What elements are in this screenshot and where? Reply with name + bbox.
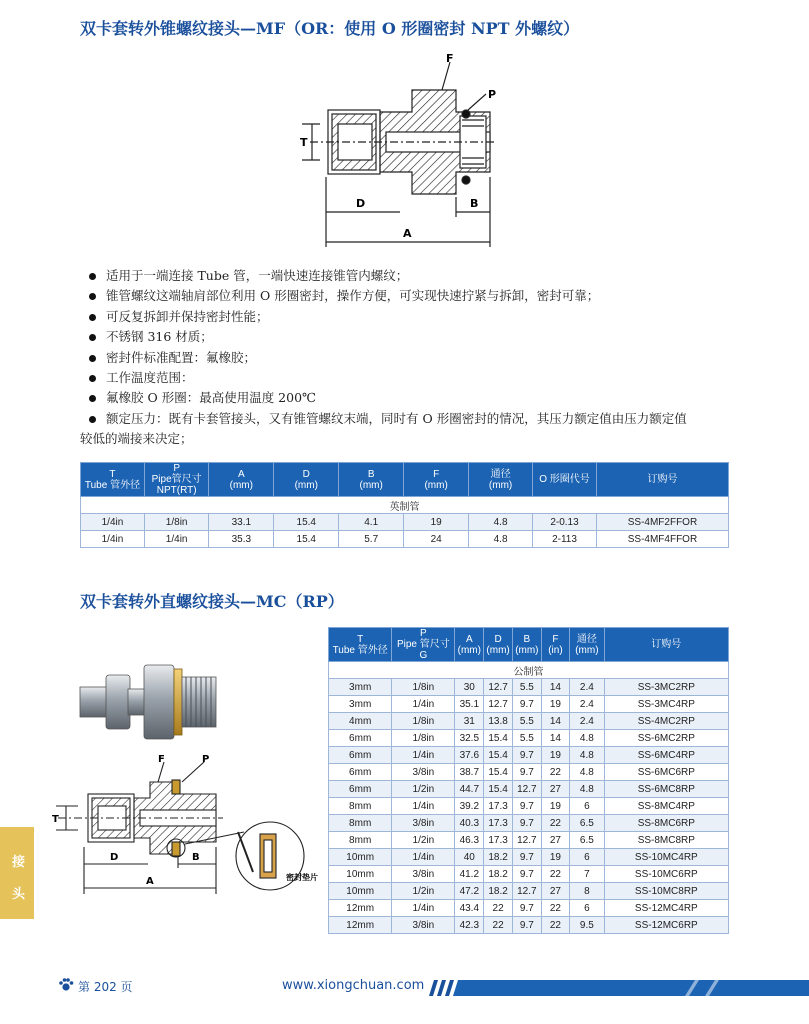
table-cell: 42.3 <box>455 917 484 934</box>
table-cell: 35.3 <box>209 531 274 548</box>
table-cell: 1/4in <box>81 531 145 548</box>
table-cell: SS-12MC4RP <box>604 900 728 917</box>
table-cell: 6.5 <box>570 815 605 832</box>
table-cell: SS-12MC6RP <box>604 917 728 934</box>
table-cell: 3/8in <box>392 866 455 883</box>
list-item: 适用于一端连接 Tube 管，一端快速连接锥管内螺纹； <box>86 266 736 286</box>
list-item: 锥管螺纹这端轴肩部位利用 O 形圈密封，操作方便，可实现快速拧紧与拆卸，密封可靠； <box>86 286 736 306</box>
table-cell: 18.2 <box>484 883 513 900</box>
table-cell: SS-10MC6RP <box>604 866 728 883</box>
table-group-label: 公制管 <box>329 662 729 679</box>
table-cell: 6 <box>570 798 605 815</box>
column-header <box>209 463 274 497</box>
table-cell: 17.3 <box>484 832 513 849</box>
list-item: 额定压力：既有卡套管接头，又有锥管螺纹末端，同时有 O 形圈密封的情况，其压力额定值由压力额定值 <box>86 409 736 429</box>
table-cell: 1/4in <box>392 849 455 866</box>
table-cell: 4.8 <box>570 781 605 798</box>
table-cell: 6 <box>570 900 605 917</box>
column-header-label: (mm) <box>575 644 599 656</box>
table-cell: 22 <box>541 815 569 832</box>
table-row <box>329 815 729 832</box>
column-header-symbol: 通径 <box>576 633 597 645</box>
table-cell: 10mm <box>329 883 392 900</box>
list-item: 氟橡胶 O 形圈：最高使用温度 200℃ <box>86 388 736 408</box>
column-header-label: 订购号 <box>651 639 682 650</box>
table-cell: 22 <box>484 900 513 917</box>
label-d: D <box>110 852 119 863</box>
table-row <box>329 883 729 900</box>
table-cell: 10mm <box>329 866 392 883</box>
table-cell: 22 <box>484 917 513 934</box>
table-cell: 9.7 <box>512 917 541 934</box>
table-cell: 9.7 <box>512 747 541 764</box>
table-cell: 6mm <box>329 781 392 798</box>
table-row <box>81 514 729 531</box>
column-header <box>469 463 533 497</box>
table-cell: 6mm <box>329 730 392 747</box>
table-cell: 1/4in <box>392 900 455 917</box>
table-cell: 9.7 <box>512 900 541 917</box>
table-cell: 10mm <box>329 849 392 866</box>
column-header <box>339 463 404 497</box>
table-cell: SS-3MC2RP <box>604 679 728 696</box>
table-cell: 14 <box>541 679 569 696</box>
list-item-continuation: 较低的端接来决定； <box>80 431 193 447</box>
table-cell: 1/4in <box>392 696 455 713</box>
table-row <box>329 679 729 696</box>
side-tab-char: 头 <box>12 887 26 902</box>
table-cell: 19 <box>541 747 569 764</box>
table-cell: SS-6MC8RP <box>604 781 728 798</box>
table-cell: 5.7 <box>339 531 404 548</box>
column-header-symbol: F <box>552 633 559 645</box>
table-cell: 30 <box>455 679 484 696</box>
table-row <box>329 900 729 917</box>
table-cell: 4.8 <box>570 747 605 764</box>
table-cell: 9.5 <box>570 917 605 934</box>
page-number: 第 202 页 <box>78 980 133 994</box>
table-row <box>329 747 729 764</box>
table-cell: 27 <box>541 781 569 798</box>
table-cell: 15.4 <box>484 747 513 764</box>
table-row <box>329 866 729 883</box>
table-row <box>329 798 729 815</box>
column-header-label: 订购号 <box>647 474 678 485</box>
table-cell: 14 <box>541 713 569 730</box>
table-row <box>329 764 729 781</box>
mc-fitting-drawing <box>48 752 328 900</box>
table-cell: 15.4 <box>484 781 513 798</box>
column-header <box>329 628 392 662</box>
label-b: B <box>470 197 479 210</box>
table-cell: 12.7 <box>512 781 541 798</box>
table-cell: SS-3MC4RP <box>604 696 728 713</box>
table-cell: 18.2 <box>484 866 513 883</box>
column-header <box>392 628 455 662</box>
table-cell: 2.4 <box>570 679 605 696</box>
table-cell: 2.4 <box>570 696 605 713</box>
table-cell: SS-4MC2RP <box>604 713 728 730</box>
label-t: T <box>52 814 59 825</box>
list-item: 不锈钢 316 材质； <box>86 327 736 347</box>
table-cell: 4.8 <box>570 764 605 781</box>
section1-title: 双卡套转外锥螺纹接头—MF（OR：使用 O 形圈密封 NPT 外螺纹） <box>80 19 580 38</box>
column-header-symbol: A <box>465 633 473 645</box>
table-cell: 2.4 <box>570 713 605 730</box>
column-header <box>533 463 597 497</box>
column-header <box>570 628 605 662</box>
table-cell: 4mm <box>329 713 392 730</box>
table-cell: 17.3 <box>484 798 513 815</box>
table-cell: 5.5 <box>512 730 541 747</box>
list-item: 工作温度范围： <box>86 368 736 388</box>
column-header-symbol: 通径 <box>490 468 511 480</box>
table-cell: 19 <box>541 798 569 815</box>
table-cell: 15.4 <box>274 514 339 531</box>
table-cell: 4.8 <box>469 531 533 548</box>
table-cell: SS-4MF4FFOR <box>596 531 728 548</box>
column-header-label: (mm) <box>424 479 448 491</box>
label-a: A <box>146 876 154 887</box>
column-header-label: (in) <box>548 644 563 656</box>
table-cell: 6mm <box>329 747 392 764</box>
table-cell: 37.6 <box>455 747 484 764</box>
table-cell: 8mm <box>329 832 392 849</box>
table-cell: 9.7 <box>512 866 541 883</box>
column-header-label: Pipe管尺寸 NPT(RT) <box>151 474 202 496</box>
paw-icon <box>58 977 74 993</box>
table-cell: 12mm <box>329 900 392 917</box>
table-cell: 3mm <box>329 679 392 696</box>
table-cell: 1/4in <box>392 798 455 815</box>
column-header-symbol: F <box>433 468 440 480</box>
table-cell: 19 <box>541 849 569 866</box>
table-cell: 14 <box>541 730 569 747</box>
table-cell: 47.2 <box>455 883 484 900</box>
column-header-label: O 形圈代号 <box>539 474 590 485</box>
table-cell: 33.1 <box>209 514 274 531</box>
table-cell: 22 <box>541 900 569 917</box>
table-cell: 15.4 <box>484 730 513 747</box>
table-cell: 22 <box>541 764 569 781</box>
table-cell: 12.7 <box>512 883 541 900</box>
list-item: 可反复拆卸并保持密封性能； <box>86 307 736 327</box>
table-cell: 1/4in <box>81 514 145 531</box>
table-cell: 6mm <box>329 764 392 781</box>
table-cell: 3mm <box>329 696 392 713</box>
table-cell: 3/8in <box>392 917 455 934</box>
table-cell: 1/4in <box>144 531 208 548</box>
table-cell: 12.7 <box>484 679 513 696</box>
table-cell: 9.7 <box>512 764 541 781</box>
column-header-label: (mm) <box>359 479 383 491</box>
side-tab-char: 接 <box>12 855 26 870</box>
column-header-label: Tube 管外径 <box>84 479 141 491</box>
column-header <box>81 463 145 497</box>
table-cell: 3/8in <box>392 764 455 781</box>
table-cell: 24 <box>404 531 469 548</box>
label-p: P <box>202 754 210 765</box>
mf-fitting-drawing <box>290 52 520 257</box>
table-cell: 19 <box>404 514 469 531</box>
table-cell: 7 <box>570 866 605 883</box>
table-cell: 8mm <box>329 798 392 815</box>
table-cell: 35.1 <box>455 696 484 713</box>
table-cell: 9.7 <box>512 815 541 832</box>
table-cell: 1/2in <box>392 781 455 798</box>
table-row <box>81 531 729 548</box>
column-header <box>144 463 208 497</box>
column-header-symbol: P <box>420 628 427 639</box>
label-seal: 密封垫片 <box>286 873 318 882</box>
label-p: P <box>488 88 497 101</box>
label-d: D <box>356 197 366 210</box>
column-header-label: Tube 管外径 <box>332 644 388 656</box>
label-f: F <box>158 754 165 765</box>
column-header-symbol: A <box>237 468 245 480</box>
table-cell: 12.7 <box>512 832 541 849</box>
table-cell: 31 <box>455 713 484 730</box>
table-row <box>329 832 729 849</box>
column-header-label: (mm) <box>486 644 510 656</box>
table-cell: 4.8 <box>570 730 605 747</box>
table-group-label: 英制管 <box>81 497 729 514</box>
table-cell: 6.5 <box>570 832 605 849</box>
table-cell: 40.3 <box>455 815 484 832</box>
column-header <box>484 628 513 662</box>
column-header-symbol: D <box>494 633 502 645</box>
mc-spec-table <box>328 627 729 934</box>
table-cell: SS-8MC6RP <box>604 815 728 832</box>
table-cell: 8 <box>570 883 605 900</box>
table-cell: 13.8 <box>484 713 513 730</box>
list-item: 密封件标准配置：氟橡胶； <box>86 348 736 368</box>
table-cell: 46.3 <box>455 832 484 849</box>
table-cell: 9.7 <box>512 849 541 866</box>
column-header-symbol: P <box>173 463 180 474</box>
table-cell: SS-4MF2FFOR <box>596 514 728 531</box>
footer-stripe-bar <box>425 980 809 996</box>
column-header <box>455 628 484 662</box>
mf-spec-table <box>80 462 729 548</box>
column-header-label: (mm) <box>488 479 513 491</box>
table-cell: 1/2in <box>392 832 455 849</box>
section-side-tab <box>0 827 34 919</box>
table-cell: SS-10MC8RP <box>604 883 728 900</box>
table-cell: 4.1 <box>339 514 404 531</box>
table-cell: 18.2 <box>484 849 513 866</box>
table-cell: 38.7 <box>455 764 484 781</box>
table-cell: 17.3 <box>484 815 513 832</box>
column-header-label: (mm) <box>229 479 253 491</box>
table-cell: 22 <box>541 917 569 934</box>
column-header-label: Pipe 管尺寸 G <box>396 639 450 661</box>
label-b: B <box>192 852 200 863</box>
column-header-symbol: D <box>302 468 310 480</box>
table-cell: 3/8in <box>392 815 455 832</box>
table-cell: 1/8in <box>392 730 455 747</box>
table-cell: SS-8MC4RP <box>604 798 728 815</box>
column-header-symbol: T <box>109 468 116 480</box>
table-cell: 39.2 <box>455 798 484 815</box>
table-cell: SS-8MC8RP <box>604 832 728 849</box>
table-cell: 27 <box>541 832 569 849</box>
table-cell: 6 <box>570 849 605 866</box>
table-cell: 1/4in <box>392 747 455 764</box>
table-cell: 9.7 <box>512 696 541 713</box>
column-header-symbol: T <box>357 633 364 645</box>
table-cell: 1/2in <box>392 883 455 900</box>
table-cell: 1/8in <box>144 514 208 531</box>
table-cell: 19 <box>541 696 569 713</box>
table-cell: 5.5 <box>512 679 541 696</box>
column-header <box>512 628 541 662</box>
table-row <box>329 696 729 713</box>
section2-title: 双卡套转外直螺纹接头—MC（RP） <box>80 592 344 611</box>
label-a: A <box>403 227 412 240</box>
table-cell: 41.2 <box>455 866 484 883</box>
table-cell: 8mm <box>329 815 392 832</box>
mc-fitting-photo <box>78 657 218 749</box>
table-row <box>329 781 729 798</box>
table-cell: 1/8in <box>392 679 455 696</box>
table-cell: 2-0.13 <box>533 514 597 531</box>
column-header <box>604 628 728 662</box>
column-header <box>596 463 728 497</box>
column-header-label: (mm) <box>294 479 318 491</box>
table-cell: SS-6MC4RP <box>604 747 728 764</box>
table-cell: SS-6MC6RP <box>604 764 728 781</box>
table-cell: 12.7 <box>484 696 513 713</box>
table-cell: 44.7 <box>455 781 484 798</box>
website-url: www.xiongchuan.com <box>282 978 425 993</box>
table-row <box>329 730 729 747</box>
table-row <box>329 713 729 730</box>
table-cell: 27 <box>541 883 569 900</box>
table-cell: 12mm <box>329 917 392 934</box>
table-cell: 22 <box>541 866 569 883</box>
table-row <box>329 917 729 934</box>
column-header <box>404 463 469 497</box>
column-header <box>541 628 569 662</box>
column-header-symbol: B <box>367 468 375 480</box>
feature-list <box>80 266 736 450</box>
column-header-label: (mm) <box>457 644 481 656</box>
column-header <box>274 463 339 497</box>
table-row <box>329 849 729 866</box>
label-t: T <box>300 136 308 149</box>
table-cell: 9.7 <box>512 798 541 815</box>
table-cell: 1/8in <box>392 713 455 730</box>
table-cell: 32.5 <box>455 730 484 747</box>
table-cell: 2-113 <box>533 531 597 548</box>
column-header-label: (mm) <box>515 644 539 656</box>
table-cell: 15.4 <box>274 531 339 548</box>
table-cell: 5.5 <box>512 713 541 730</box>
column-header-symbol: B <box>523 633 531 645</box>
table-cell: 15.4 <box>484 764 513 781</box>
table-cell: 4.8 <box>469 514 533 531</box>
table-cell: 40 <box>455 849 484 866</box>
label-f: F <box>446 52 454 65</box>
table-cell: SS-6MC2RP <box>604 730 728 747</box>
table-cell: 43.4 <box>455 900 484 917</box>
table-cell: SS-10MC4RP <box>604 849 728 866</box>
